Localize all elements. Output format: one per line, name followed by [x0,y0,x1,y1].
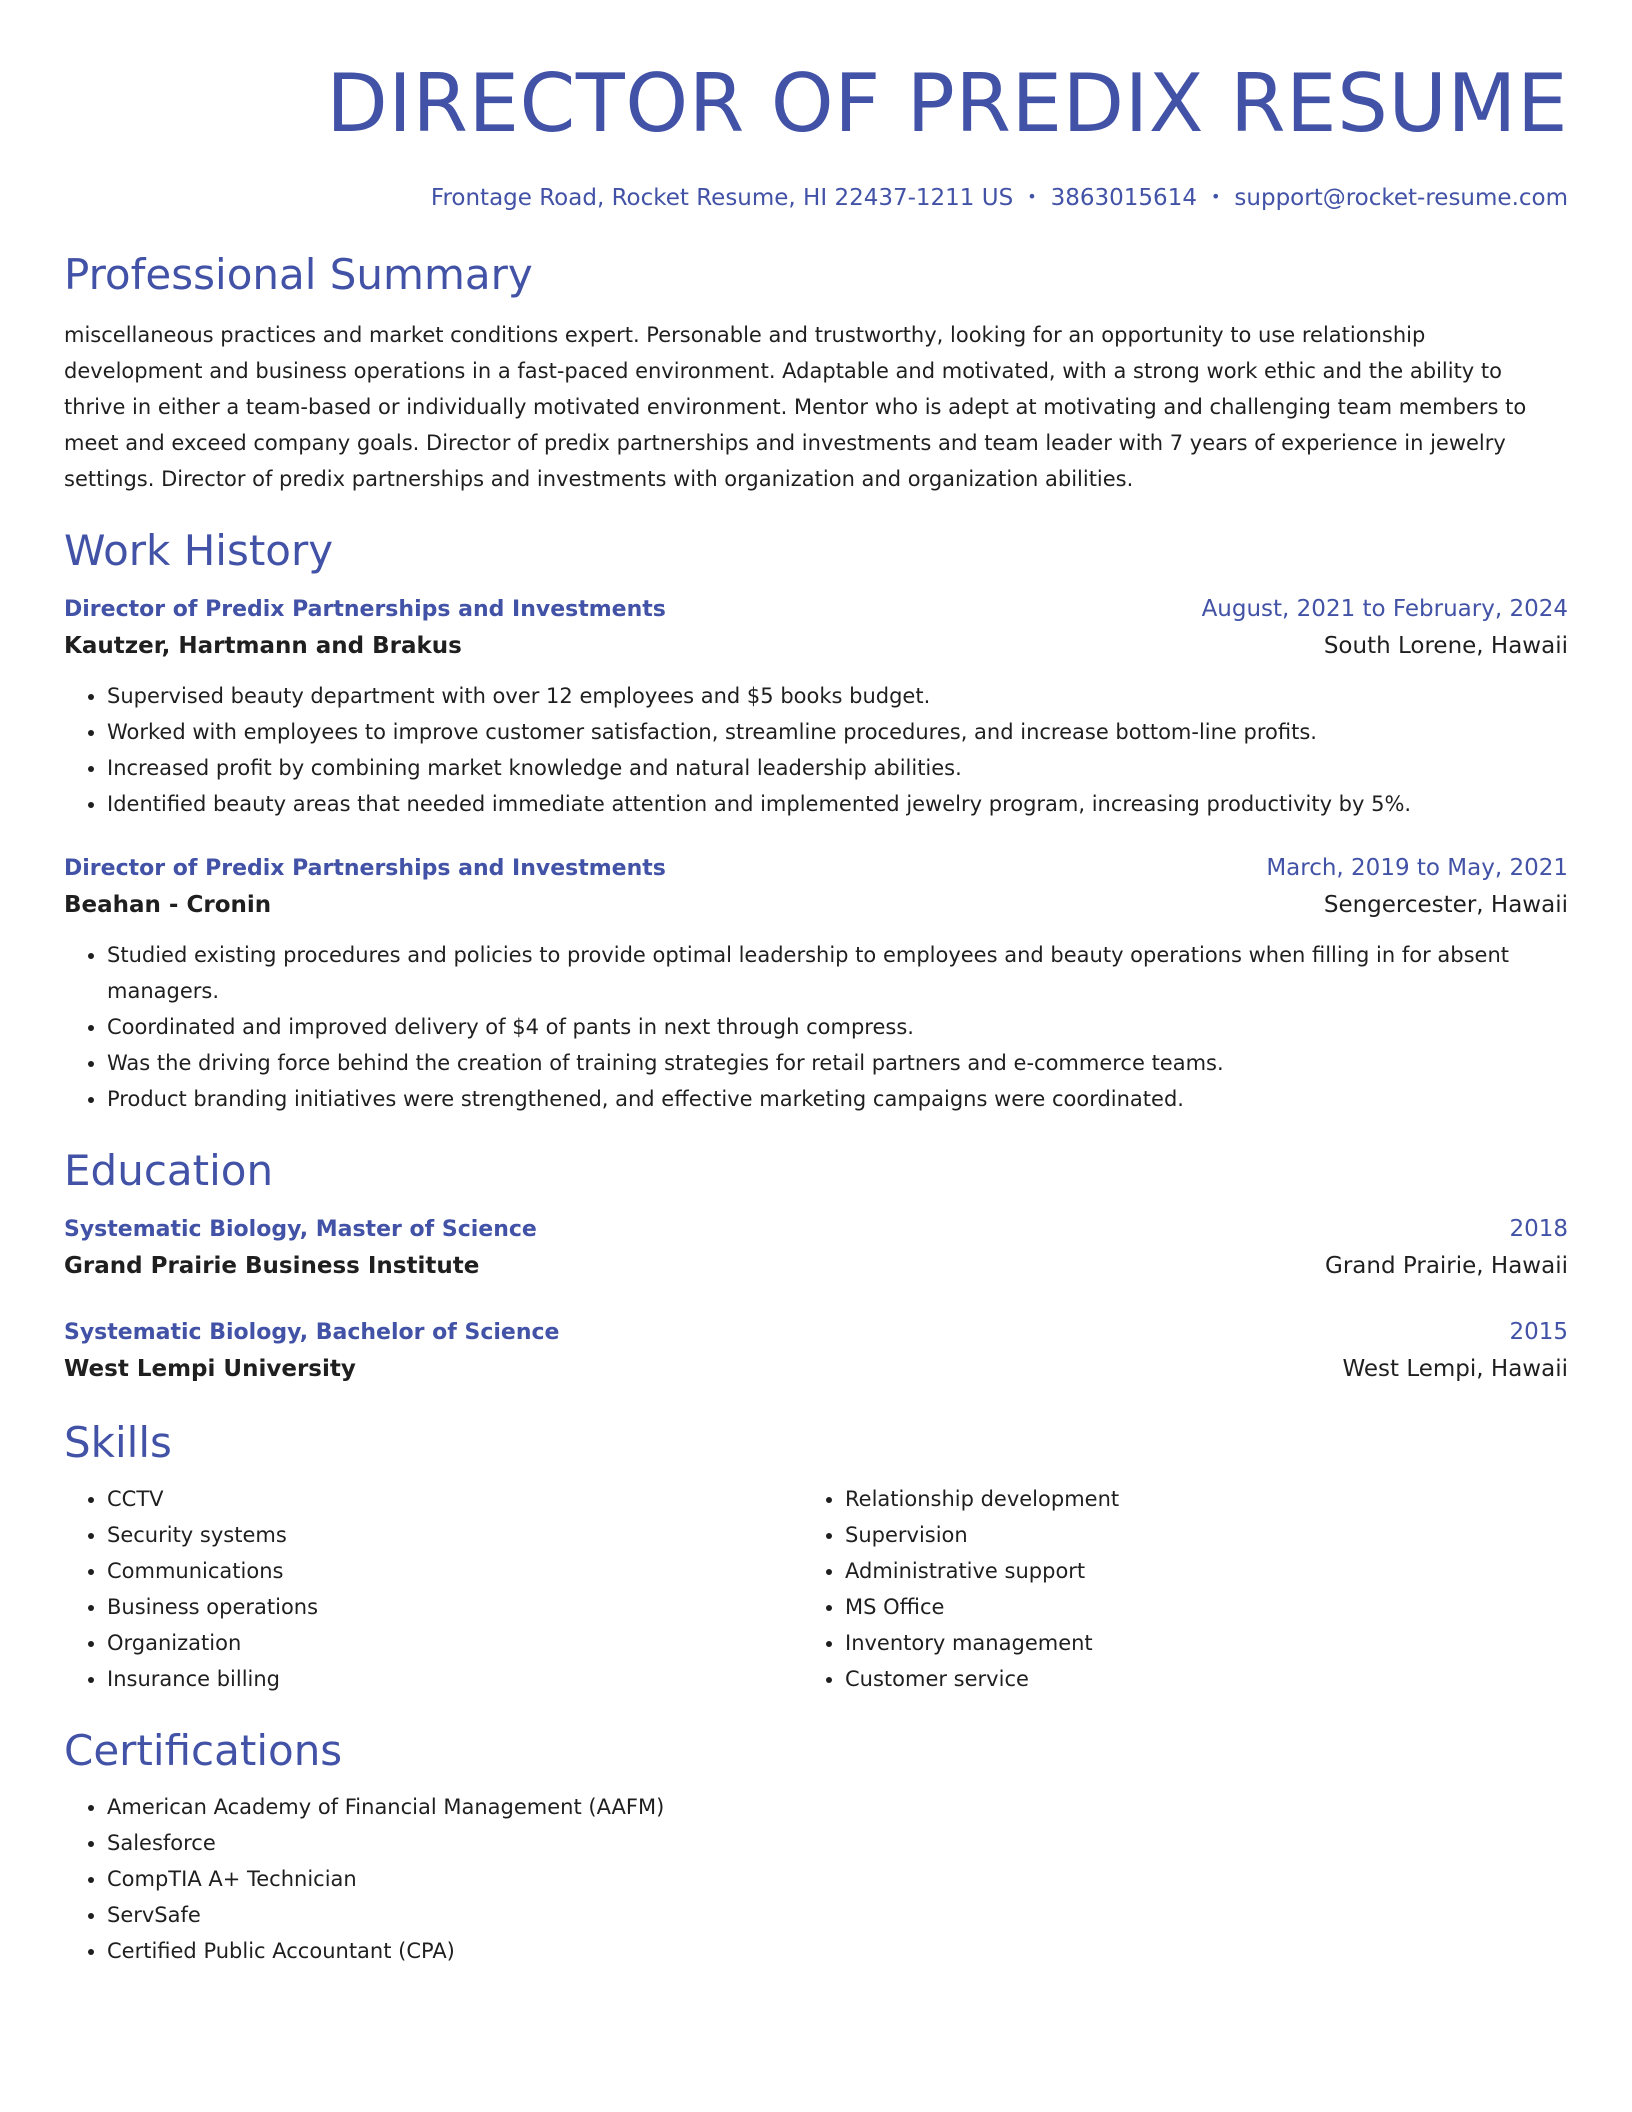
job-role: Director of Predix Partnerships and Investments [64,597,666,622]
job-bullet: • Product branding initiatives were strengthened, and effective marketing campaigns were coordinated. [107,1081,1568,1117]
certifications-section [64,1725,1568,1969]
job-dates: August, 2021 to February, 2024 [1201,596,1568,622]
job-bullet: • Increased profit by combining market knowledge and natural leadership abilities. [107,750,1568,786]
job-company: Kautzer, Hartmann and Brakus [64,633,462,659]
skills-heading: Skills [64,1418,172,1467]
job-bullet: • Was the driving force behind the creation of training strategies for retail partners and e-commerce teams. [107,1045,1568,1081]
certification-item: • Salesforce [107,1825,1568,1861]
skill-item: • Communications [107,1553,802,1589]
skills-list-right [802,1481,1540,1697]
certifications-list [64,1789,1568,1969]
skill-item: • Customer service [845,1661,1540,1697]
work-history-heading: Work History [64,526,334,575]
certification-item: • Certified Public Accountant (CPA) [107,1933,1568,1969]
contact-address: Frontage Road, Rocket Resume, HI 22437-1211 US [430,185,1014,211]
education-school: Grand Prairie Business Institute [64,1253,480,1279]
job-entry [64,593,1568,822]
education-heading: Education [64,1146,274,1195]
certification-item: • ServSafe [107,1897,1568,1933]
certification-item: • American Academy of Financial Management (AAFM) [107,1789,1568,1825]
skill-item: • Administrative support [845,1553,1540,1589]
job-location: South Lorene, Hawaii [1323,633,1568,659]
job-company: Beahan - Cronin [64,892,272,918]
contact-separator: • [1210,187,1221,206]
contact-separator: • [1027,187,1037,206]
job-bullet: • Worked with employees to improve customer satisfaction, streamline procedures, and increase bottom-line profits. [107,714,1568,750]
contact-line [64,182,1568,213]
job-role: Director of Predix Partnerships and Investments [64,856,666,881]
education-section [64,1145,1568,1389]
job-bullet: • Studied existing procedures and policies to provide optimal leadership to employees and beauty operations when filling in for absent managers. [107,937,1568,1009]
education-year: 2018 [1509,1216,1568,1242]
skill-item: • MS Office [845,1589,1540,1625]
education-school: West Lempi University [64,1356,356,1382]
education-degree: Systematic Biology, Bachelor of Science [64,1320,560,1345]
skill-item: • Business operations [107,1589,802,1625]
skills-list-left [64,1481,802,1697]
skill-item: • Relationship development [845,1481,1540,1517]
skill-item: • Organization [107,1625,802,1661]
skill-item: • Supervision [845,1517,1540,1553]
resume-name: DIRECTOR OF PREDIX RESUME [326,57,1568,150]
job-bullet: • Identified beauty areas that needed immediate attention and implemented jewelry program, increasing productivity by 5%. [107,786,1568,822]
summary-heading: Professional Summary [64,250,533,299]
skills-grid [64,1481,1568,1697]
education-location: West Lempi, Hawaii [1342,1356,1568,1382]
job-entry [64,852,1568,1117]
job-bullets [64,678,1568,822]
skill-item: • CCTV [107,1481,802,1517]
skill-item: • Insurance billing [107,1661,802,1697]
education-entry [64,1213,1568,1286]
job-bullet: • Coordinated and improved delivery of $4 of pants in next through compress. [107,1009,1568,1045]
job-bullet: • Supervised beauty department with over 12 employees and $5 books budget. [107,678,1568,714]
job-dates: March, 2019 to May, 2021 [1266,855,1568,881]
certifications-heading: Certifications [64,1726,343,1775]
education-entry [64,1316,1568,1389]
job-location: Sengercester, Hawaii [1323,892,1568,918]
contact-email[interactable]: support@rocket-resume.com [1234,185,1568,211]
skill-item: • Inventory management [845,1625,1540,1661]
job-bullets [64,937,1568,1117]
skill-item: • Security systems [107,1517,802,1553]
summary-text: miscellaneous practices and market conditions expert. Personable and trustworthy, looking for an opportunity to use relationship development and business operations in a fast-paced environment. Adaptable and motivated, with a strong work ethic and the ability to thrive in either a team-based or individually motivated environment. Mentor who is adept at motivating and challenging team members to meet and exceed company goals. Director of predix partnerships and investments and team leader with 7 years of experience in jewelry settings. Director of predix partnerships and investments with organization and organization abilities. [64,323,1527,491]
certification-item: • CompTIA A+ Technician [107,1861,1568,1897]
education-year: 2015 [1509,1319,1568,1345]
education-degree: Systematic Biology, Master of Science [64,1217,537,1242]
education-location: Grand Prairie, Hawaii [1325,1253,1568,1279]
skills-section [64,1417,1568,1697]
work-history-section [64,525,1568,1117]
contact-phone: 3863015614 [1050,185,1197,211]
